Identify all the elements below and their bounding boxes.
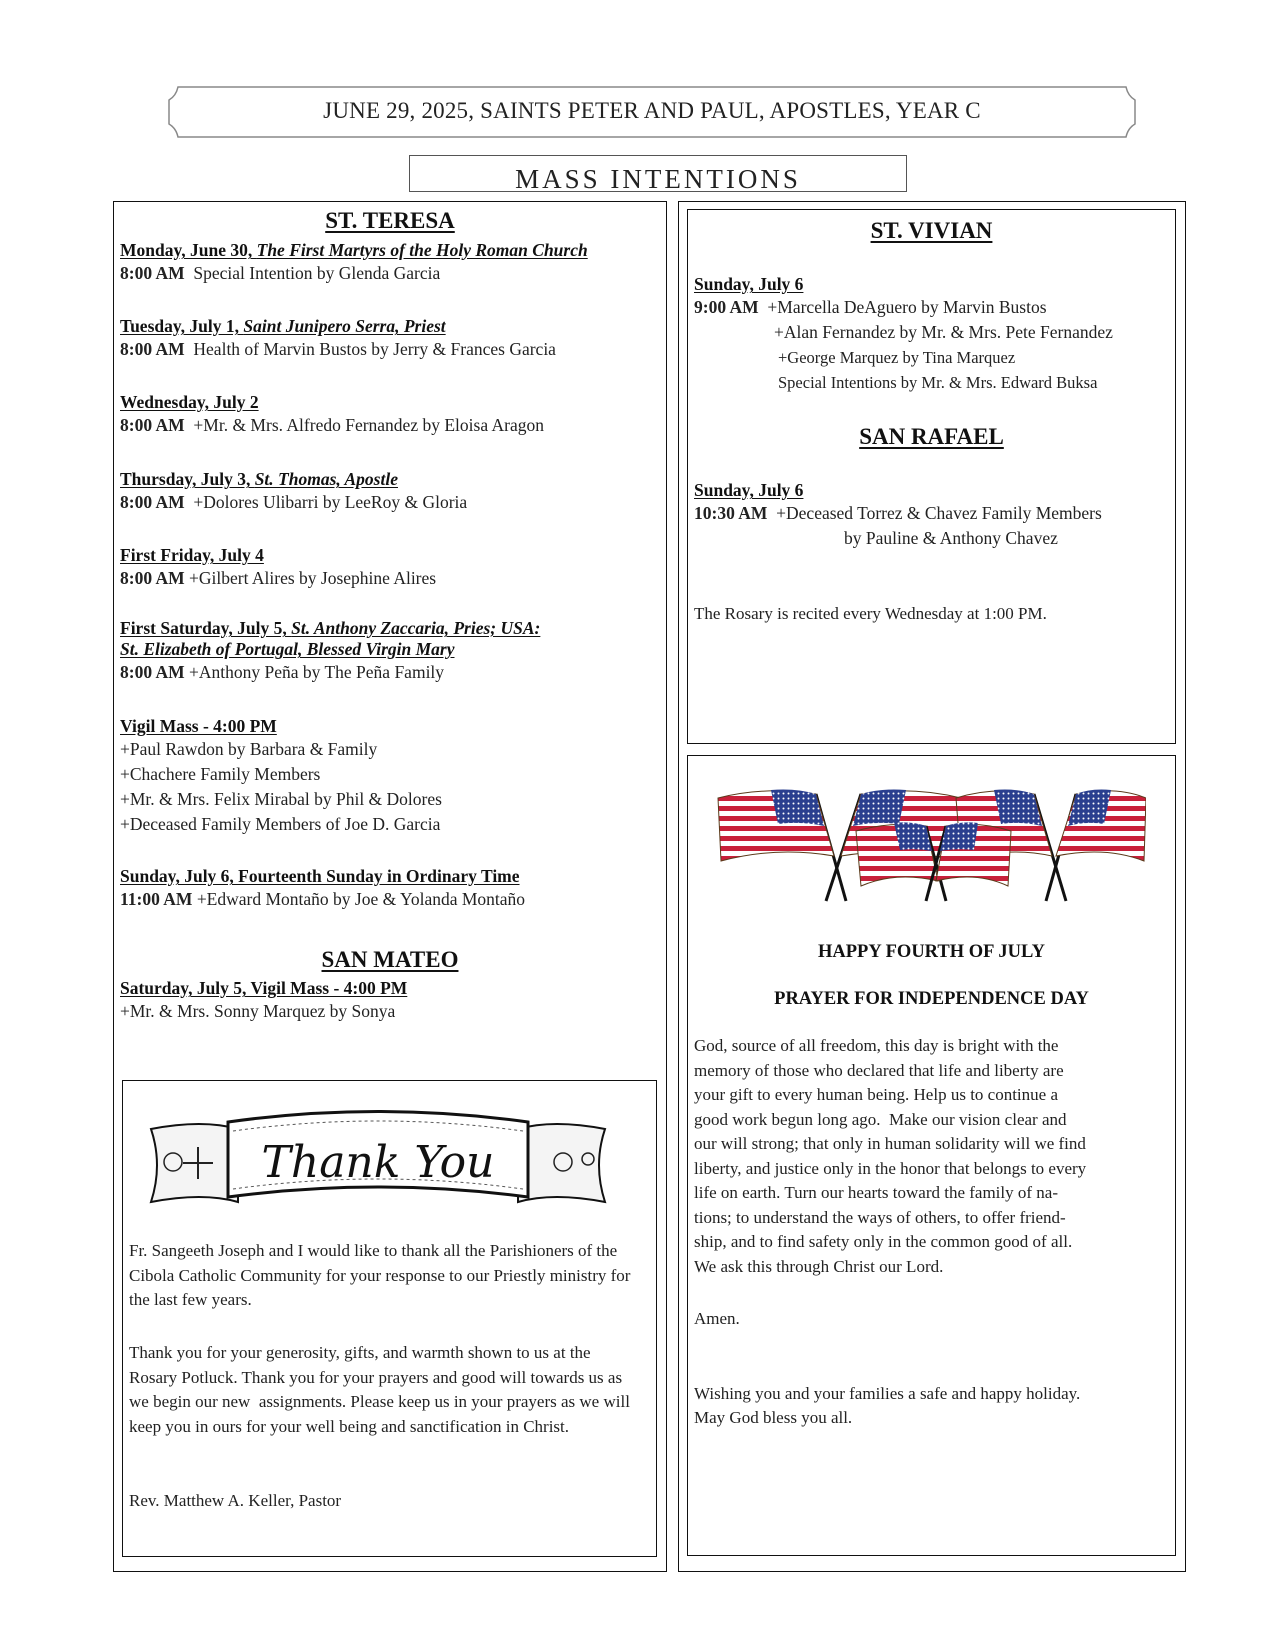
mass-intentions-box [409,155,907,192]
st-teresa-title: ST. TERESA [325,208,455,233]
entry-text: by Pauline & Anthony Chavez [844,528,1058,548]
entry-san-rafael [694,480,1102,551]
prayer-line: God, source of all freedom, this day is bright with the [694,1036,1059,1055]
entry-text: +Mr. & Mrs. Sonny Marquez by Sonya [120,1001,396,1021]
prayer-line: our will strong; that only in human solidarity will we find [694,1134,1086,1153]
flag-1 [718,790,846,902]
prayer-line: your gift to every human being. Help us to continue a [694,1085,1058,1104]
banner-title: JUNE 29, 2025, SAINTS PETER AND PAUL, APOSTLES, YEAR C [323,98,981,123]
entry-text: +George Marquez by Tina Marquez [778,348,1016,367]
entry-text: 8:00 AM +Dolores Ulibarri by LeeRoy & Gloria [120,492,468,512]
entry-friday [120,545,436,591]
entry-day: Sunday, July 6, Fourteenth Sunday in Ordinary Time [120,866,520,886]
entry-sunday [120,866,525,912]
entry-text: Special Intentions by Mr. & Mrs. Edward Buksa [778,373,1098,392]
prayer-heading: PRAYER FOR INDEPENDENCE DAY [774,989,1089,1009]
prayer-text [694,1034,1086,1279]
prayer-line: We ask this through Christ our Lord. [694,1256,944,1276]
july4-box [687,755,1176,1556]
entry-day: Thursday, July 3, St. Thomas, Apostle [120,469,398,489]
entry-day: Sunday, July 6 [694,274,804,294]
entry-day: Wednesday, July 2 [120,392,259,412]
entry-wednesday [120,392,544,438]
vigil-line: +Mr. & Mrs. Felix Mirabal by Phil & Dolores [120,789,442,809]
entry-text: 10:30 AM +Deceased Torrez & Chavez Family Members [694,503,1102,523]
san-mateo-title: SAN MATEO [321,947,459,972]
entry-text: 8:00 AM +Mr. & Mrs. Alfredo Fernandez by Eloisa Aragon [120,415,544,435]
section-title: MASS INTENTIONS [515,164,801,194]
entry-text: 11:00 AM +Edward Montaño by Joe & Yolanda Montaño [120,889,526,909]
entry-day-cont: St. Elizabeth of Portugal, Blessed Virgin Mary [120,639,455,659]
vigil-line: +Paul Rawdon by Barbara & Family [120,739,378,759]
entry-monday [120,240,588,286]
entry-day: Sunday, July 6 [694,480,804,500]
entry-text: 8:00 AM +Gilbert Alires by Josephine Alires [120,568,437,588]
entry-day: Tuesday, July 1, Saint Junipero Serra, Priest [120,316,446,336]
entry-tuesday [120,316,556,362]
entry-text: 8:00 AM +Anthony Peña by The Peña Family [120,662,445,682]
entry-day: Saturday, July 5, Vigil Mass - 4:00 PM [120,978,408,998]
entry-day: First Friday, July 4 [120,545,264,565]
american-flags-image [716,786,1146,906]
st-vivian-box [687,209,1176,744]
entry-vigil [120,716,442,837]
closing-line-1: Wishing you and your families a safe and happy holiday. [694,1384,1081,1403]
rosary-note: The Rosary is recited every Wednesday at 1:00 PM. [694,604,1047,623]
san-rafael-title: SAN RAFAEL [859,424,1004,449]
entry-day: First Saturday, July 5, St. Anthony Zaccaria, Pries; USA: [120,618,541,638]
entry-day: Vigil Mass - 4:00 PM [120,716,277,736]
prayer-line: liberty, and justice only in the honor that belongs to every [694,1158,1087,1178]
thank-you-paragraph-2: Thank you for your generosity, gifts, and warmth shown to us at the Rosary Potluck. Thank you for your prayers and good will towards us as we begin our new assignments. Please keep us in your prayers as we will keep you in ours for your well being and sanctification in Christ. [129,1343,635,1436]
thank-you-signature: Rev. Matthew A. Keller, Pastor [129,1491,342,1510]
left-column [113,201,667,1572]
entry-text: 9:00 AM +Marcella DeAguero by Marvin Bustos [694,297,1047,317]
prayer-line: memory of those who declared that life and liberty are [694,1060,1064,1080]
entry-day: Monday, June 30, The First Martyrs of the Holy Roman Church [120,240,588,260]
amen-text: Amen. [694,1309,740,1328]
prayer-line: good work begun long ago. Make our vision clear and [694,1109,1067,1129]
prayer-line: tions; to understand the ways of others, to offer friend- [694,1207,1066,1227]
header-banner [168,86,1136,138]
closing-line-2: May God bless you all. [694,1408,853,1427]
right-column [678,201,1186,1572]
entry-thursday [120,469,467,515]
entry-st-vivian [694,274,1113,395]
entry-text: 8:00 AM Health of Marvin Bustos by Jerry & Frances Garcia [120,339,556,359]
vigil-line: +Chachere Family Members [120,764,321,784]
prayer-line: life on earth. Turn our hearts toward the family of na- [694,1183,1058,1202]
thank-you-box [122,1080,657,1557]
entry-san-mateo [120,978,407,1024]
svg-text:Thank You: Thank You [261,1137,495,1188]
happy-fourth-heading: HAPPY FOURTH OF JULY [817,942,1045,962]
thank-you-paragraph-1: Fr. Sangeeth Joseph and I would like to thank all the Parishioners of the Cibola Catholic Community for your response to our Priestly ministry for the last few years. [129,1241,631,1309]
st-vivian-title: ST. VIVIAN [870,218,993,243]
entry-saturday [120,618,540,685]
thank-you-banner-image [143,1107,613,1227]
entry-text: +Alan Fernandez by Mr. & Mrs. Pete Fernandez [774,322,1113,342]
prayer-line: ship, and to find safety only in the common good of all. [694,1232,1073,1251]
entry-text: 8:00 AM Special Intention by Glenda Garcia [120,263,441,283]
vigil-line: +Deceased Family Members of Joe D. Garcia [120,814,441,834]
